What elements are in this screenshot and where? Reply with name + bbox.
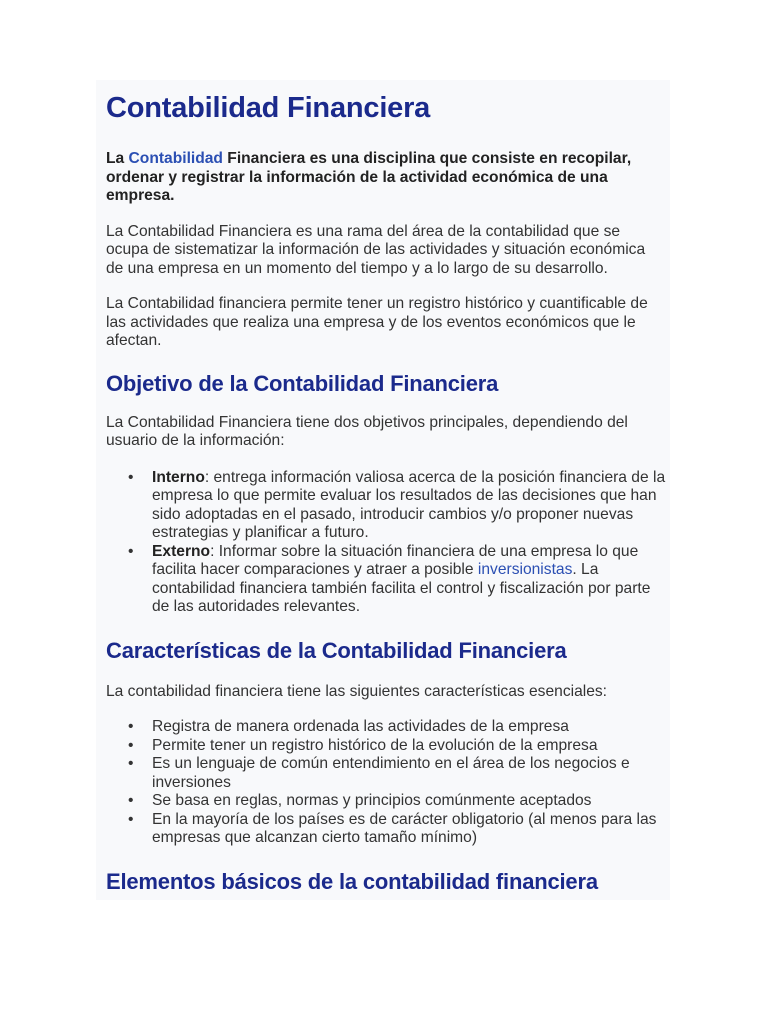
term-externo: Externo [152, 542, 211, 560]
section-heading-objetivo: Objetivo de la Contabilidad Financiera [106, 370, 499, 396]
section-heading-elementos: Elementos básicos de la contabilidad financiera [106, 868, 598, 894]
item-text-post: . La contabilidad financiera también facilita el control y fiscalización por parte de las autoridades relevantes. [152, 561, 651, 615]
section-heading-caracteristicas: Características de la Contabilidad Financiera [106, 637, 567, 663]
term-interno: Interno [152, 468, 205, 486]
paragraph-2: La Contabilidad financiera permite tener un registro histórico y cuantificable de las actividades que realiza una empresa y de los eventos económicos que le afectan. [106, 295, 648, 349]
list-item: • Es un lenguaje de común entendimiento en el área de los negocios e inversiones [152, 755, 666, 792]
intro-paragraph [106, 150, 666, 206]
caracteristicas-list [106, 718, 666, 848]
section-objetivo-text: La Contabilidad Financiera tiene dos objetivos principales, dependiendo del usuario de la información: [106, 413, 628, 449]
article-body [96, 80, 670, 900]
list-item [152, 469, 666, 543]
inversionistas-link[interactable]: inversionistas [477, 561, 573, 578]
page-title: Contabilidad Financiera [106, 92, 431, 124]
paragraph-1: La Contabilidad Financiera es una rama del área de la contabilidad que se ocupa de sistematizar la información de las actividades y situación económica de una empresa en un momento del tiempo y a lo largo de su desarrollo. [106, 222, 646, 277]
objetivo-list [106, 469, 666, 617]
intro-post: Financiera es una disciplina que consiste en recopilar, ordenar y registrar la información de la actividad económica de una empresa. [106, 150, 632, 204]
article-inner [106, 80, 666, 896]
list-item [152, 543, 666, 617]
list-item: • Registra de manera ordenada las actividades de la empresa [152, 718, 666, 737]
item-text-pre: : Informar sobre la situación financiera de una empresa lo que facilita hacer comparaciones y atraer a posible [152, 542, 639, 578]
list-item: • Se basa en reglas, normas y principios comúnmente aceptados [152, 792, 666, 811]
intro-pre: La [106, 150, 129, 167]
list-item: • Permite tener un registro histórico de la evolución de la empresa [152, 737, 666, 756]
item-text: : entrega información valiosa acerca de la posición financiera de la empresa lo que permite evaluar los resultados de las decisiones que han sido adoptadas en el pasado, introducir cambios y/o proponer nuevas estrategias y planificar a futuro. [152, 468, 666, 541]
section-caracteristicas-text: La contabilidad financiera tiene las siguientes características esenciales: [106, 682, 608, 700]
contabilidad-link[interactable]: Contabilidad [128, 150, 223, 167]
list-item: • En la mayoría de los países es de carácter obligatorio (al menos para las empresas que alcanzan cierto tamaño mínimo) [152, 811, 666, 848]
